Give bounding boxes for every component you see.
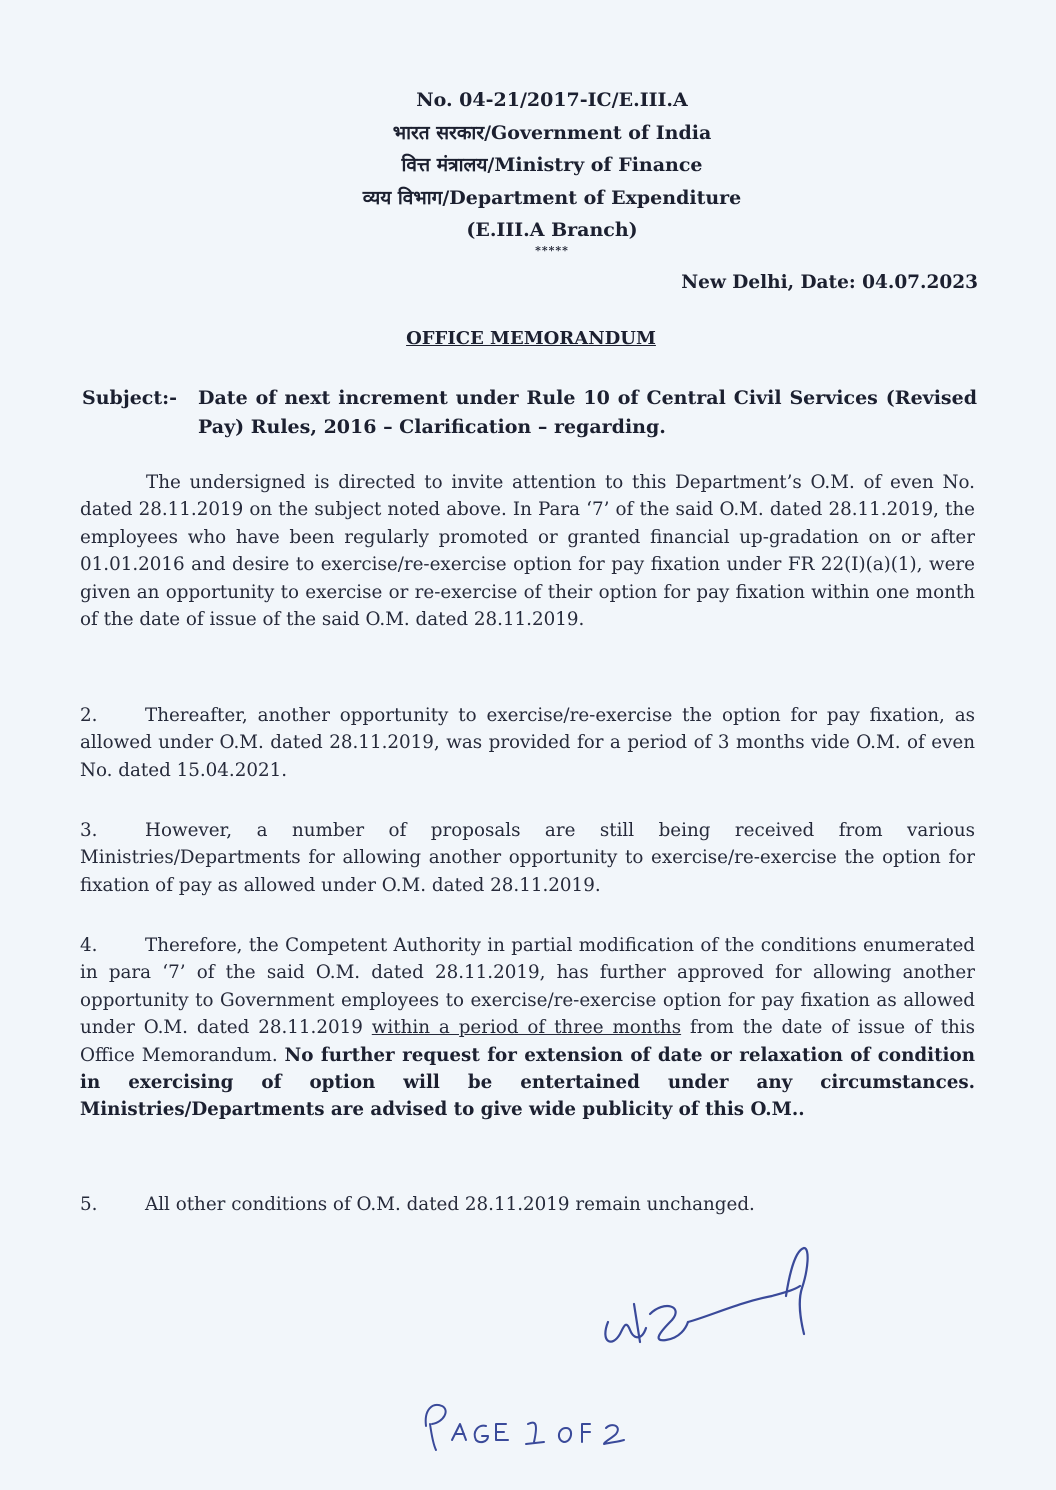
paragraph-text: All other conditions of O.M. dated 28.11.2019 remain unchanged. — [145, 1194, 755, 1215]
government-name: भारत सरकार/Government of India — [392, 121, 712, 144]
subject-label: Subject:- — [82, 387, 178, 409]
paragraph-text-cont: from the date of issue of this Office Memorandum. — [80, 1017, 975, 1066]
signature-drawing — [590, 1230, 850, 1390]
page-note-stroke — [426, 1405, 446, 1450]
place-date: New Delhi, Date: 04.07.2023 — [681, 272, 978, 293]
paragraph-text: Thereafter, another opportunity to exercise/re-exercise the option for pay fixation, as allowed under O.M. dated 28.11.2019, was provided for a period of 3 months vide O.M. of even No. dated 15.04.2021. — [80, 705, 975, 781]
page-note-stroke — [559, 1428, 571, 1442]
paragraph-4 — [80, 932, 975, 1124]
ministry-name: वित्त मंत्रालय/Ministry of Finance — [401, 154, 703, 176]
letterhead — [0, 84, 1056, 257]
paragraph-number: 3. — [80, 820, 98, 841]
paragraph-text: However, a number of proposals are still being received from various Ministries/Departments for allowing another opportunity to exercise/re-exercise the option for fixation of pay as allowed under O.M. dated 28.11.2019. — [80, 820, 975, 896]
page-note-stroke — [452, 1424, 466, 1440]
paragraph-1: The undersigned is directed to invite attention to this Department’s O.M. of even No. dated 28.11.2019 on the subject noted above. In Para ‘7’ of the said O.M. dated 28.11.2019, the employees who have been regularly promoted or granted financial up-gradation on or after 01.01.2016 and desire to exercise/re-exercise option for pay fixation under FR 22(I)(a)(1), were given an opportunity to exercise or re-exercise of their option for pay fixation within one month of the date of issue of the said O.M. dated 28.11.2019. — [80, 472, 975, 631]
document-title: OFFICE MEMORANDUM — [406, 328, 656, 349]
underlined-text: within a period of three months — [371, 1017, 682, 1039]
bold-notice: No further request for extension of date or relaxation of condition in exercising of option will be entertained under any circumstances. Ministries/Departments are advised to give wide publicity of this O.M.. — [80, 1044, 975, 1121]
handwritten-signature — [590, 1230, 850, 1390]
paragraph-number: 4. — [80, 935, 98, 956]
reference-number: No. 04-21/2017-IC/E.III.A — [416, 89, 688, 111]
page-note-stroke — [582, 1424, 590, 1442]
handwritten-page-note — [420, 1380, 680, 1460]
signature-stroke — [650, 1306, 688, 1340]
page-note-drawing — [420, 1380, 680, 1460]
department-name: व्यय विभाग/Department of Expenditure — [362, 186, 742, 209]
subject-block — [82, 384, 977, 442]
paragraph-text: Therefore, the Competent Authority in partial modification of the conditions enumerated in para ‘7’ of the said O.M. dated 28.11.2019, has further approved for allowing another opportunity to Government employees to exercise/re-exercise option for pay fixation as allowed under O.M. dated 28.11.2019 — [80, 935, 975, 1039]
subject-text: Date of next increment under Rule 10 of Central Civil Services (Revised Pay) Rules, 2016 – Clarification – regarding. — [198, 387, 977, 438]
page-note-stroke — [526, 1423, 544, 1444]
paragraph-3 — [80, 817, 975, 899]
paragraph-number: 5. — [80, 1194, 98, 1215]
page-note-stroke — [604, 1425, 624, 1444]
signature-stroke — [688, 1286, 800, 1322]
branch-name: (E.III.A Branch) — [466, 219, 638, 241]
paragraph-2 — [80, 702, 975, 784]
page-note-stroke — [496, 1424, 508, 1440]
paragraph-5 — [80, 1191, 975, 1218]
header-stars: ***** — [535, 243, 569, 257]
paragraph-number: 2. — [80, 705, 98, 726]
page-note-stroke — [475, 1426, 488, 1442]
